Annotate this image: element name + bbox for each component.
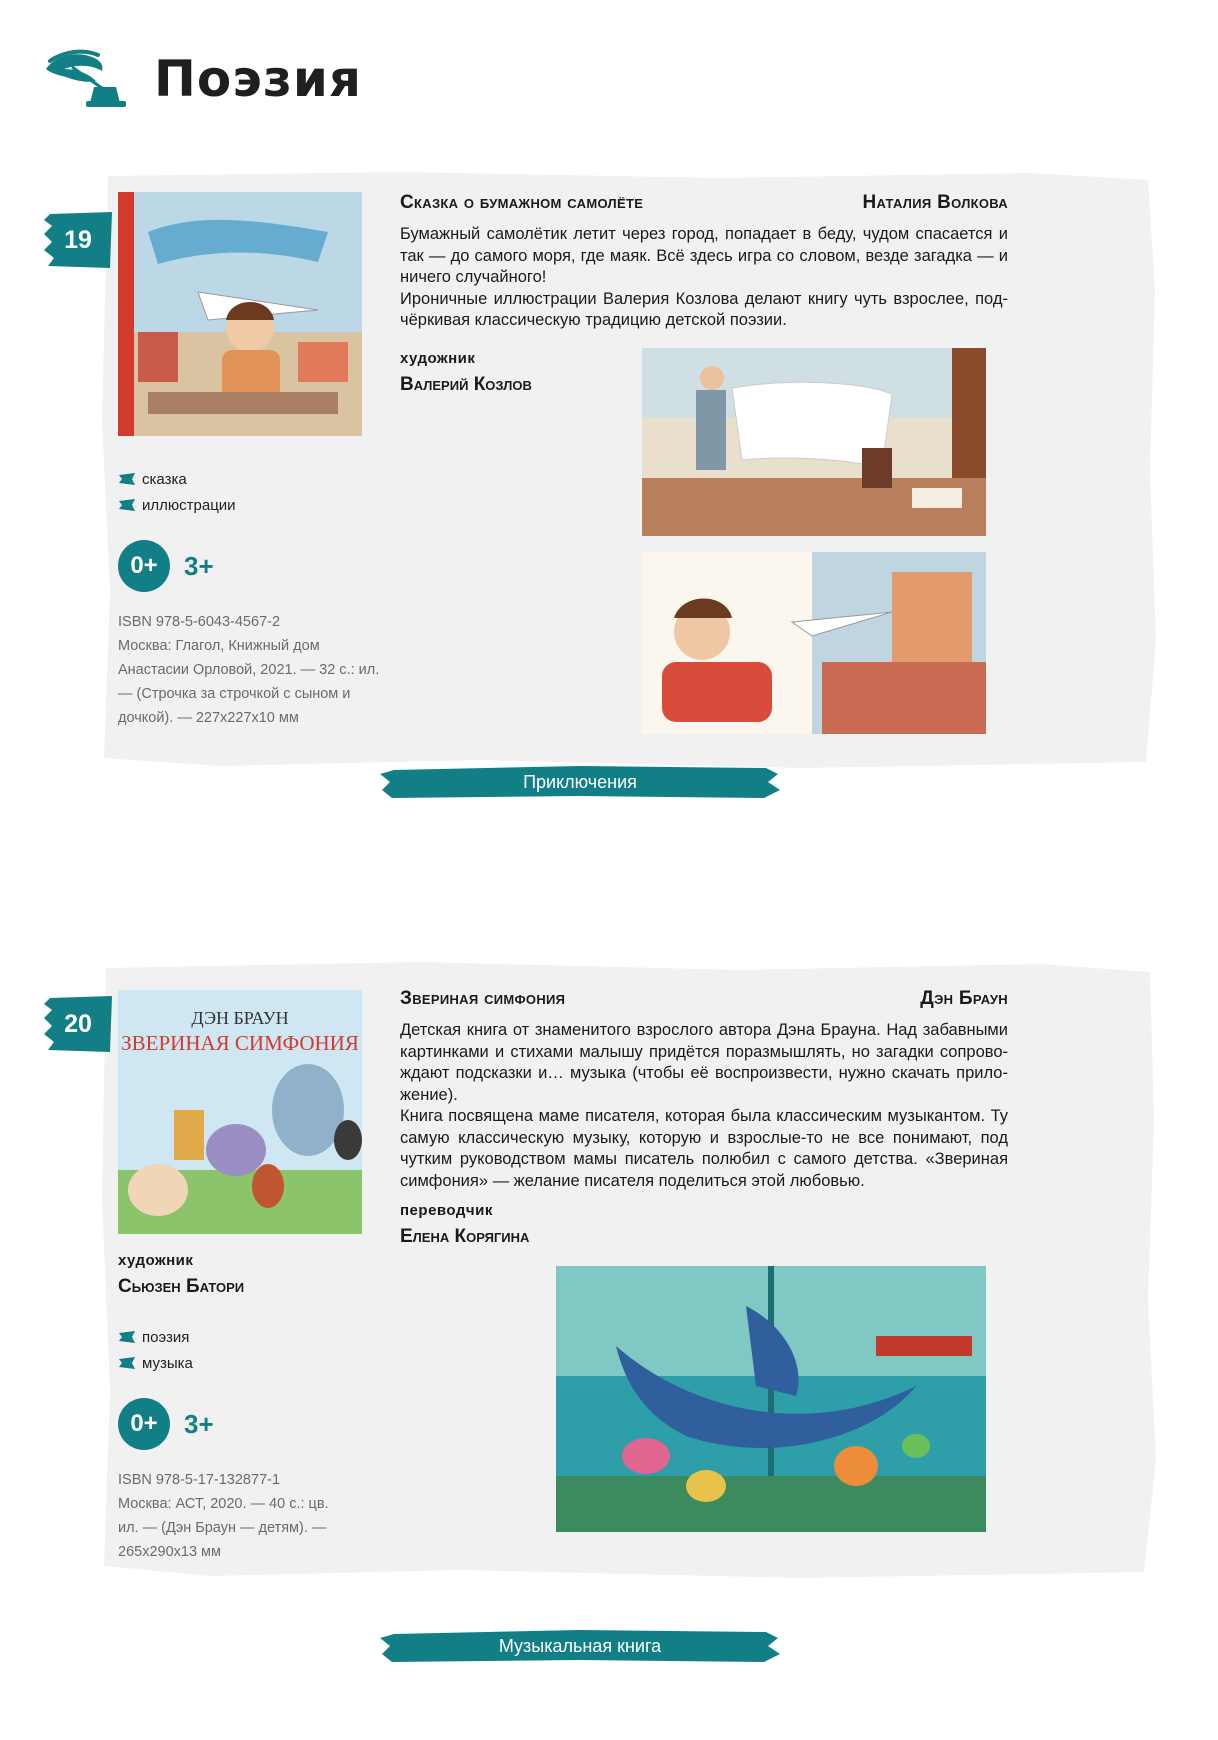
book-number-badge [44, 996, 112, 1052]
feather-tag-icon [118, 498, 136, 512]
age-recommendation: 3+ [184, 1408, 214, 1439]
tag-item[interactable]: иллюстрации [118, 492, 236, 518]
book-spread-image [642, 552, 986, 734]
book-description [400, 224, 1008, 332]
genre-ribbon [380, 1628, 780, 1664]
age-ratings [118, 1398, 214, 1450]
section-header [42, 44, 362, 114]
isbn: ISBN 978-5-17-132877-1 [118, 1472, 281, 1488]
book-title: Звериная симфония [400, 988, 566, 1009]
book-author: Дэн Браун [920, 988, 1008, 1009]
book-cover-image [118, 192, 362, 436]
genre-label: Приключения [523, 771, 637, 792]
book-title: Сказка о бумажном самолёте [400, 192, 644, 213]
book-description [400, 1020, 1008, 1192]
tag-list [118, 466, 236, 518]
imprint: Москва: Глагол, Книжный дом Анастасии Орловой, 2021. — 32 с.: ил. — (Строчка за строчкой с сыном и дочкой). — 227х227х10 мм [118, 638, 380, 726]
book-card [64, 960, 1160, 1580]
svg-text:ЗВЕРИНАЯ СИМФОНИЯ: ЗВЕРИНАЯ СИМФОНИЯ [121, 1031, 359, 1055]
book-card [64, 170, 1160, 792]
illustrator-name: Валерий Козлов [400, 374, 532, 395]
book-number: 19 [64, 225, 92, 254]
translator-name: Елена Корягина [400, 1226, 530, 1247]
age-ratings [118, 540, 214, 592]
illustrator-label: художник [118, 1252, 194, 1269]
description-paragraph: Бумажный самолётик летит через город, попадает в беду, чудом спасается и так — до самого моря, где маяк. Всё здесь игра со словом, везде загадка — и ничего случайного! [400, 225, 1008, 286]
illustrator-name: Сьюзен Батори [118, 1276, 245, 1297]
bibliographic-info [118, 1468, 338, 1564]
age-rating-badge: 0+ [118, 540, 170, 592]
section-title: Поэзия [154, 50, 363, 108]
book-spread-image [642, 348, 986, 536]
svg-text:ДЭН БРАУН: ДЭН БРАУН [191, 1008, 289, 1028]
book-heading [400, 192, 1008, 214]
feather-tag-icon [118, 1356, 136, 1370]
translator-label: переводчик [400, 1202, 493, 1219]
feather-tag-icon [118, 1330, 136, 1344]
book-author: Наталия Волкова [862, 192, 1008, 213]
age-recommendation: 3+ [184, 550, 214, 581]
genre-label: Музыкальная книга [498, 1635, 662, 1656]
tag-item[interactable]: музыка [118, 1350, 193, 1376]
feather-tag-icon [118, 472, 136, 486]
genre-ribbon [380, 764, 780, 800]
isbn: ISBN 978-5-6043-4567-2 [118, 614, 281, 630]
book-heading [400, 988, 1008, 1010]
book-number-badge [44, 212, 112, 268]
quill-inkwell-icon [42, 47, 128, 111]
imprint: Москва: АСТ, 2020. — 40 с.: цв. ил. — (Дэн Браун — детям). — 265х290х13 мм [118, 1496, 329, 1560]
description-paragraph: Книга посвящена маме писателя, которая была классическим музыкантом. Ту самую классическую музыку, которую и взрослые-то не все понимают, под чутким руководством мамы писатель полюбил с самого детства. «Звериная симфония» — желание писателя поделиться этой любовью. [400, 1107, 1008, 1190]
description-paragraph: Ироничные иллюстрации Валерия Козлова делают книгу чуть взрослее, подчёркивая классическую традицию детской поэзии. [400, 289, 1008, 329]
illustrator-label: художник [400, 350, 476, 367]
tag-list [118, 1324, 193, 1376]
tag-item[interactable]: поэзия [118, 1324, 193, 1350]
age-rating-badge: 0+ [118, 1398, 170, 1450]
book-number: 20 [64, 1009, 92, 1038]
description-paragraph: Детская книга от знаменитого взрослого автора Дэна Брауна. Над забавными картинками и стихами малышу придётся поразмышлять, но загадки сопровождают подсказки и… музыка (чтобы её воспроизвести, нужно скачать приложение). [400, 1021, 1008, 1104]
tag-item[interactable]: сказка [118, 466, 236, 492]
genre-ribbon [380, 1474, 780, 1510]
book-cover-image [118, 990, 362, 1234]
bibliographic-info [118, 610, 388, 730]
